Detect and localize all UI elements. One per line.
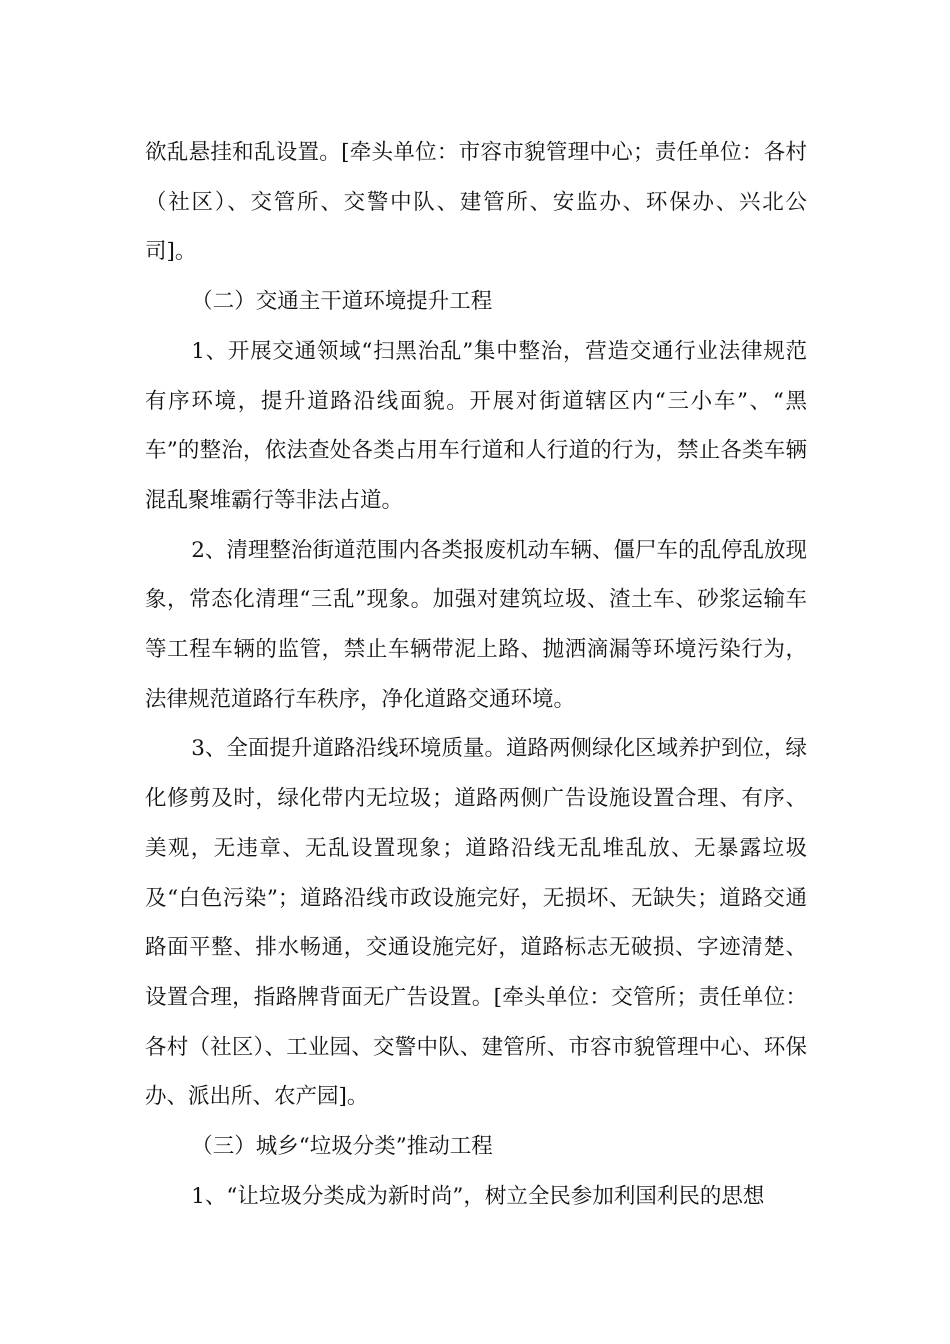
- paragraph-traffic-3: 3、全面提升道路沿线环境质量。道路两侧绿化区域养护到位，绿化修剪及时，绿化带内无垃圾；道路两侧广告设施设置合理、有序、美观，无违章、无乱设置现象；道路沿线无乱堆乱放、无暴露垃圾及“白色污染”；道路沿线市政设施完好，无损坏、无缺失；道路交通路面平整、排水畅通，交通设施完好，道路标志无破损、字迹清楚、设置合理，指路牌背面无广告设置。[牵头单位：交管所；责任单位：各村（社区）、工业园、交警中队、建管所、市容市貌管理中心、环保办、派出所、农产园]。: [145, 736, 807, 1110]
- paragraph-continuation: 欲乱悬挂和乱设置。[牵头单位：市容市貌管理中心；责任单位：各村（社区）、交管所、交警中队、建管所、安监办、环保办、兴北公司]。: [145, 140, 807, 265]
- section-heading-garbage: （三）城乡“垃圾分类”推动工程: [191, 1134, 493, 1160]
- document-body: [145, 128, 807, 1221]
- section-heading-traffic: （二）交通主干道环境提升工程: [191, 289, 493, 315]
- paragraph-traffic-1: 1、开展交通领域“扫黑治乱”集中整治，营造交通行业法律规范有序环境，提升道路沿线面貌。开展对街道辖区内“三小车”、“黑车”的整治，依法查处各类占用车行道和人行道的行为，禁止各类车辆混乱聚堆霸行等非法占道。: [145, 338, 807, 513]
- paragraph-traffic-2: 2、清理整治街道范围内各类报废机动车辆、僵尸车的乱停乱放现象，常态化清理“三乱”现象。加强对建筑垃圾、渣土车、砂浆运输车等工程车辆的监管，禁止车辆带泥上路、抛洒滴漏等环境污染行为，法律规范道路行车秩序，净化道路交通环境。: [145, 537, 807, 712]
- paragraph-garbage-1: 1、“让垃圾分类成为新时尚”，树立全民参加利国利民的思想: [191, 1183, 765, 1209]
